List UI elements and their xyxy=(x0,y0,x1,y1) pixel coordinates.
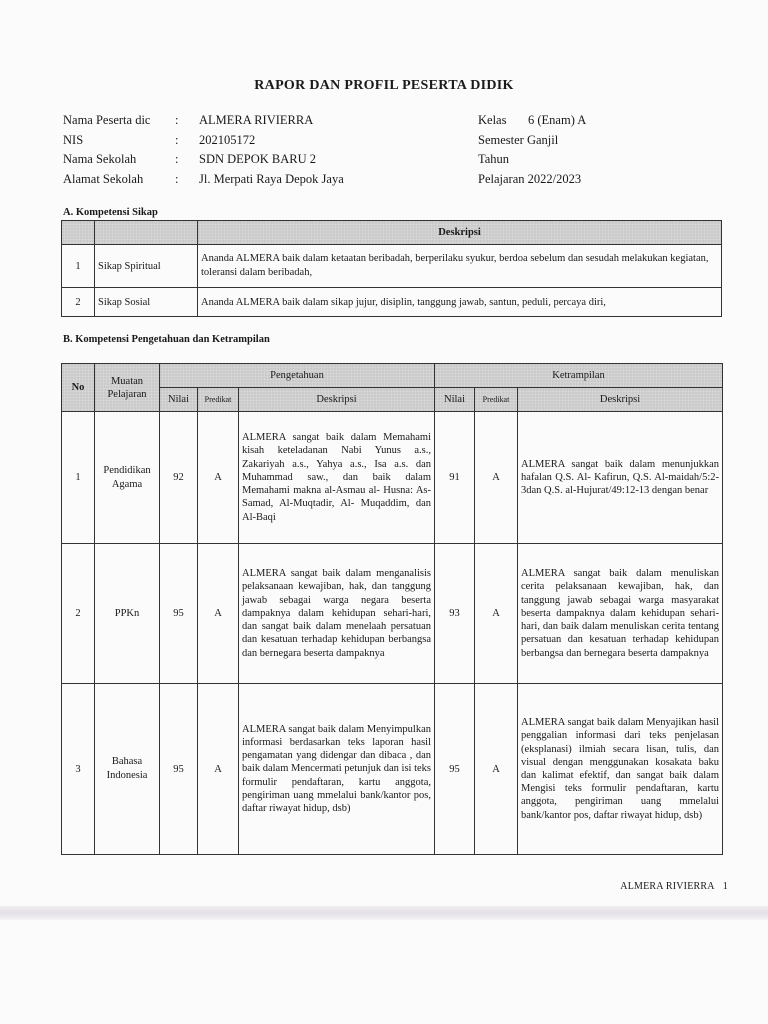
ks-k-pred-1: A xyxy=(475,412,518,544)
student-name-row xyxy=(63,111,344,131)
ks-row-3 xyxy=(62,684,723,855)
ks-header-p-deskripsi: Deskripsi xyxy=(239,388,435,412)
class-value: 6 (Enam) A xyxy=(528,113,587,127)
scan-artifact-band xyxy=(0,906,768,920)
nis-label: NIS xyxy=(63,132,84,147)
address-label: Alamat Sekolah xyxy=(63,171,144,186)
attitude-aspect-2: Sikap Sosial xyxy=(95,288,198,317)
ks-k-desc-1: ALMERA sangat baik dalam menunjukkan hafalan Q.S. Al- Kafirun, Q.S. Al-maidah/5:2-3dan Q.S. al-Hujurat/49:12-13 dengan benar xyxy=(518,412,723,544)
nis-value: 202105172 xyxy=(199,132,256,147)
student-name-value: ALMERA RIVIERRA xyxy=(199,113,314,127)
semester-value: Ganjil xyxy=(526,132,559,147)
semester-label: Semester xyxy=(478,132,524,147)
ks-header-k-nilai: Nilai xyxy=(435,388,475,412)
ks-k-pred-3: A xyxy=(475,684,518,855)
page-footer xyxy=(620,881,728,892)
ks-p-pred-3: A xyxy=(198,684,239,855)
ks-subject-2: PPKn xyxy=(95,544,160,684)
school-colon: : xyxy=(175,152,179,166)
year-label-row xyxy=(478,150,586,170)
ks-p-nilai-1: 92 xyxy=(160,412,198,544)
class-label: Kelas xyxy=(478,113,507,127)
school-label: Nama Sekolah xyxy=(63,152,137,166)
attitude-table xyxy=(61,220,722,317)
class-row xyxy=(478,111,586,131)
page-title: RAPOR DAN PROFIL PESERTA DIDIK xyxy=(254,78,514,93)
attitude-no-2: 2 xyxy=(62,288,95,317)
ks-header-p-nilai: Nilai xyxy=(160,388,198,412)
student-info-right xyxy=(478,111,586,189)
ks-header-k-predikat: Predikat xyxy=(475,388,518,412)
year-value: 2022/2023 xyxy=(527,171,582,186)
nis-colon: : xyxy=(175,132,179,147)
student-name-label: Nama Peserta dic xyxy=(63,113,151,127)
ks-header-ketrampilan: Ketrampilan xyxy=(435,364,723,388)
student-name-colon: : xyxy=(175,113,179,127)
ks-subject-3: Bahasa Indonesia xyxy=(95,684,160,855)
year-label: Tahun xyxy=(478,152,510,166)
school-row xyxy=(63,150,344,170)
ks-no-3: 3 xyxy=(62,684,95,855)
ks-header-pengetahuan: Pengetahuan xyxy=(160,364,435,388)
attitude-no-1: 1 xyxy=(62,245,95,288)
ks-k-nilai-1: 91 xyxy=(435,412,475,544)
school-value: SDN DEPOK BARU 2 xyxy=(199,152,317,166)
ks-row-2 xyxy=(62,544,723,684)
ks-no-1: 1 xyxy=(62,412,95,544)
ks-header-row-2 xyxy=(62,388,723,412)
attitude-desc-2: Ananda ALMERA baik dalam sikap jujur, disiplin, tanggung jawab, santun, peduli, percaya diri, xyxy=(198,288,722,317)
year-row xyxy=(478,170,586,190)
knowledge-skill-table xyxy=(61,363,723,855)
attitude-desc-1: Ananda ALMERA baik dalam ketaatan beribadah, berperilaku syukur, berdoa sebelum dan sesudah melakukan kegiatan, toleransi dalam beribadah, xyxy=(198,245,722,288)
attitude-header-blank-2 xyxy=(95,221,198,245)
footer-student-name: ALMERA RIVIERRA xyxy=(620,881,715,892)
ks-k-nilai-3: 95 xyxy=(435,684,475,855)
attitude-row-2 xyxy=(62,288,722,317)
attitude-header-desc: Deskripsi xyxy=(198,221,722,245)
section-b-title: B. Kompetensi Pengetahuan dan Ketrampilan xyxy=(63,334,270,345)
ks-k-desc-2: ALMERA sangat baik dalam menuliskan cerita pelaksanaan kewajiban, hak, dan tanggung jawab sebagai warga masyarakat beserta dampaknya dalam kehidupan sehari-hari, dan baik dalam menuliskan cerita tentang persatuan dan kesatuan terhadap kehidupan berbangsa dan bernegara beserta dampaknya xyxy=(518,544,723,684)
ks-p-nilai-3: 95 xyxy=(160,684,198,855)
attitude-aspect-1: Sikap Spiritual xyxy=(95,245,198,288)
nis-row xyxy=(63,131,344,151)
ks-header-row-1 xyxy=(62,364,723,388)
ks-subject-1: Pendidikan Agama xyxy=(95,412,160,544)
address-row xyxy=(63,170,344,190)
student-info-left xyxy=(63,111,344,189)
ks-header-muatan: Muatan Pelajaran xyxy=(95,364,160,412)
attitude-row-1 xyxy=(62,245,722,288)
ks-p-pred-2: A xyxy=(198,544,239,684)
ks-k-nilai-2: 93 xyxy=(435,544,475,684)
ks-k-pred-2: A xyxy=(475,544,518,684)
section-a-title: A. Kompetensi Sikap xyxy=(63,207,158,218)
ks-p-nilai-2: 95 xyxy=(160,544,198,684)
ks-p-pred-1: A xyxy=(198,412,239,544)
ks-header-k-deskripsi: Deskripsi xyxy=(518,388,723,412)
year-label-2: Pelajaran xyxy=(478,171,525,186)
attitude-header-blank xyxy=(62,221,95,245)
ks-no-2: 2 xyxy=(62,544,95,684)
ks-header-no: No xyxy=(62,364,95,412)
ks-header-p-predikat: Predikat xyxy=(198,388,239,412)
address-colon: : xyxy=(175,171,179,186)
ks-row-1 xyxy=(62,412,723,544)
ks-p-desc-3: ALMERA sangat baik dalam Menyimpulkan informasi berdasarkan teks laporan hasil pengamatan yang didengar dan dibaca , dan baik dalam Mencermati petunjuk dan isi teks formulir pendaftaran, kartu anggota, pengiriman uang mmelalui bank/kantor pos, daftar riwayat hidup, dsb) xyxy=(239,684,435,855)
ks-p-desc-1: ALMERA sangat baik dalam Memahami kisah keteladanan Nabi Yunus a.s., Zakariyah a.s., Yahya a.s., Isa a.s. dan Muhammad saw., dan baik dalam Memahami makna al-Asmau al- Husna: As-Samad, Al-Muqtadir, Al- Muqaddim, dan Al-Baqi xyxy=(239,412,435,544)
ks-k-desc-3: ALMERA sangat baik dalam Menyajikan hasil penggalian informasi dari teks penjelasan (eksplanasi) ilmiah secara lisan, tulis, dan visual dengan menggunakan kosakata baku dan kalimat efektif, dan sangat baik dalam Mengisi teks formulir pendaftaran, kartu anggota, pengiriman uang mmelalui bank/kantor pos, daftar riwayat hidup, dsb) xyxy=(518,684,723,855)
semester-row xyxy=(478,131,586,151)
attitude-header-row xyxy=(62,221,722,245)
ks-p-desc-2: ALMERA sangat baik dalam menganalisis pelaksanaan kewajiban, hak, dan tanggung jawab sebagai warga negara beserta dampaknya dalam kehidupan sehari-hari, dan sangat baik dalam menelaah persatuan dan kesatuan terhadap kehidupan berbangsa dan bernegara beserta dampaknya xyxy=(239,544,435,684)
address-value: Jl. Merpati Raya Depok Jaya xyxy=(199,171,344,186)
footer-page-number: 1 xyxy=(722,881,728,892)
